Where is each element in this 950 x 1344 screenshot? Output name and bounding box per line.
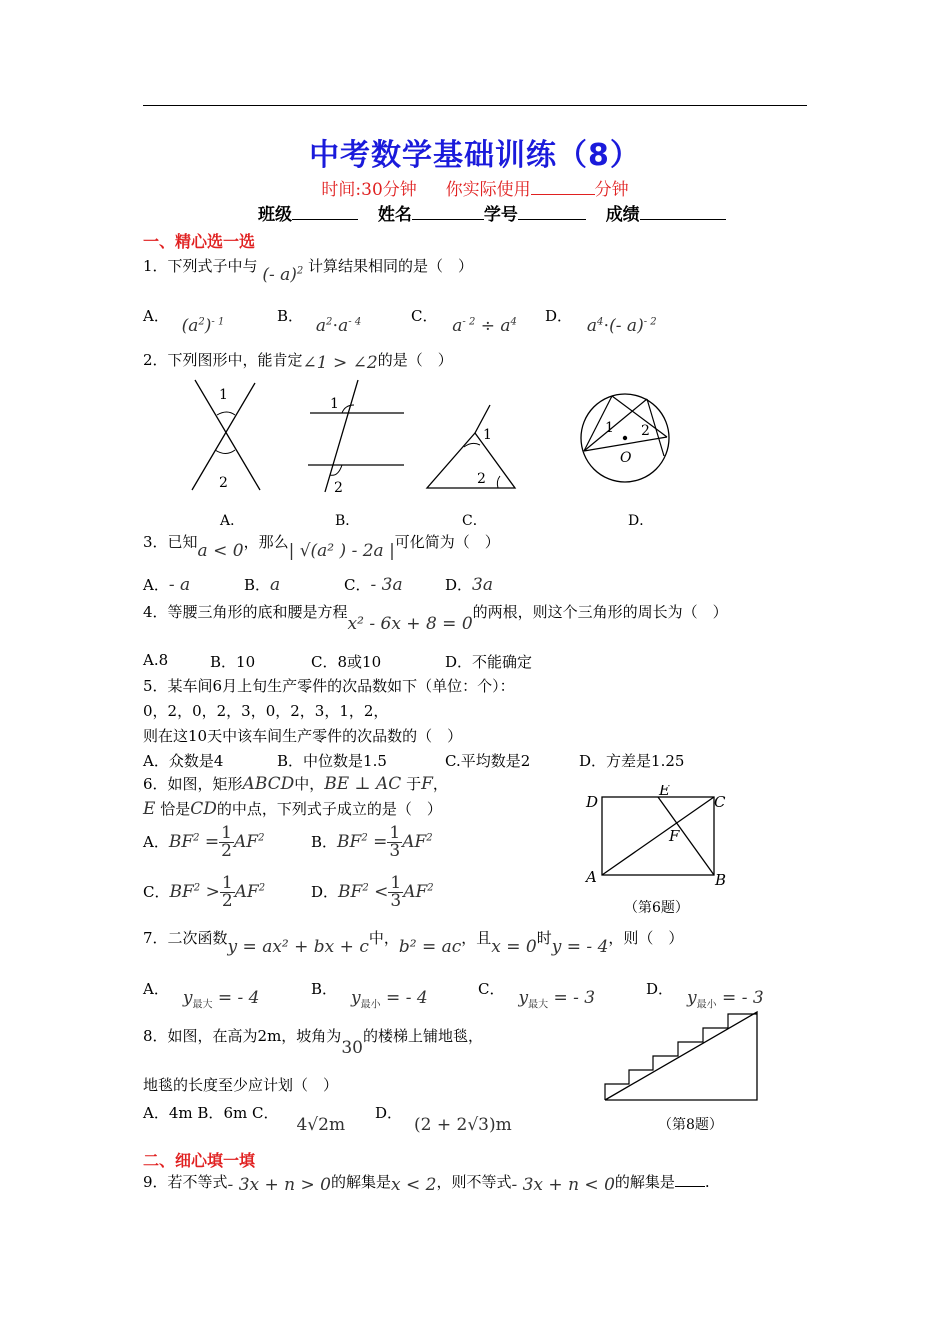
q2-caption-d: D． [628,513,654,529]
svg-text:C: C [714,793,726,811]
q3-option-d[interactable]: D．3a [445,575,493,595]
q5-data: 0，2，0，2，3，0，2，3，1，2， [143,702,389,720]
class-blank[interactable] [292,205,358,220]
top-rule [143,105,807,106]
q2-caption-a: A． [220,513,245,529]
question-8: 8．如图，在高为2m，坡角为30的楼梯上铺地毯， [143,1027,483,1058]
q5-option-c[interactable]: C.平均数是2 [445,752,531,770]
q6-option-c[interactable]: C．$BF^2$ > $\frac{1}{2}$ $AF^2$ [143,873,266,911]
q5-option-d[interactable]: D．方差是1.25 [579,752,685,770]
q1-stem-end: 计算结果相同的是（ ） [308,257,474,275]
q1-option-b[interactable]: B． $a^2\cdot a^{- 4}$ [277,307,362,336]
q3-option-a[interactable]: A．- a [143,575,191,595]
q1-stem: 1．下列式子中与 [143,257,258,275]
svg-text:O: O [620,450,632,466]
q2-caption-c: C． [462,513,487,529]
svg-text:D: D [586,793,599,811]
score-blank[interactable] [640,205,726,220]
q7-option-c[interactable]: C． $y_{最大}$ = - 3 [478,980,596,1011]
q8-options [143,1102,346,1135]
section-heading-choice: 一、精心选一选 [143,232,256,251]
question-3: 3．已知a < 0，那么| √(a² ) - 2a |可化简为（ ） [143,533,500,561]
section-heading-fill: 二、细心填一填 [143,1151,256,1170]
q4-option-d[interactable]: D．不能确定 [445,653,533,671]
time-line [0,175,950,200]
time-limit: 时间:30分钟 [321,180,417,200]
question-2: 2．下列图形中，能肯定∠1 > ∠2的是（ ） [143,351,453,373]
svg-text:2: 2 [334,480,343,496]
question-6: 6．如图，矩形ABCD中，BE ⊥ AC 于F， [143,774,448,794]
q8-option-c[interactable]: C．4√2m [252,1104,346,1135]
q2-figure-c[interactable] [427,405,515,488]
q2-expr: ∠1 > ∠2 [302,353,378,373]
q6-option-d[interactable]: D．$BF^2$ < $\frac{1}{3}$ $AF^2$ [311,873,434,911]
q2-caption-b: B． [335,513,360,529]
q6-figure [580,785,740,895]
svg-text:2: 2 [219,475,228,491]
q1-option-a[interactable]: A． $(a^2)^{- 1}$ [143,307,225,336]
q1-option-c[interactable]: C． $a^{- 2} \div a^4$ [411,307,517,336]
q6-caption: （第6题） [624,900,689,916]
q8-option-d[interactable]: D．(2 + 2√3)m [375,1104,512,1135]
q8-option-a[interactable]: A．4m [143,1104,193,1122]
q2-figure-b[interactable] [308,380,404,496]
question-9: 9．若不等式- 3x + n > 0的解集是x < 2，则不等式- 3x + n < 0的解集是 . [143,1173,710,1195]
number-blank[interactable] [518,205,586,220]
q6-stem-2: E 恰是CD的中点，下列式子成立的是（ ） [143,799,442,819]
q8-caption: （第8题） [658,1117,723,1133]
name-label: 姓名 [377,205,412,225]
class-label: 班级 [258,205,292,225]
q6-option-a[interactable]: A．$BF^2$ = $\frac{1}{2}$ $AF^2$ [143,823,265,861]
q3-option-b[interactable]: B．a [244,575,281,595]
time-unit: 分钟 [594,180,629,200]
q4-option-a[interactable]: A.8 [143,651,169,669]
q2-figures [140,375,700,505]
time-used-blank[interactable] [531,180,595,195]
svg-text:2: 2 [477,471,486,487]
q2-figure-a[interactable] [192,380,260,491]
q8-option-b[interactable]: B．6m [197,1104,248,1122]
q3-option-c[interactable]: C．- 3a [344,575,403,595]
q6-option-b[interactable]: B．$BF^2$ = $\frac{1}{3}$ $AF^2$ [311,823,433,861]
q2-figure-d[interactable] [581,394,669,482]
svg-text:B: B [715,871,727,889]
svg-text:1: 1 [330,396,339,412]
question-4: 4．等腰三角形的底和腰是方程x² - 6x + 8 = 0的两根，则这个三角形的周长为（ ） [143,603,728,634]
svg-text:E: E [659,785,670,799]
q9-answer-blank[interactable] [675,1173,705,1187]
page-title: 中考数学基础训练（8） [309,138,641,173]
question-5: 5．某车间6月上旬生产零件的次品数如下（单位：个）： [143,677,515,695]
q8-figure [600,1008,765,1104]
svg-text:A: A [586,868,597,886]
q4-option-b[interactable]: B．10 [210,653,256,671]
q1-option-d[interactable]: D． $a^4\cdot(-$ a)$^{- 2}$ [545,307,657,336]
q5-stem-2: 则在这10天中该车间生产零件的次品数的（ ） [143,727,463,745]
q1-expr: (- a)$^2$ [262,265,304,285]
name-blank[interactable] [412,205,484,220]
q7-option-a[interactable]: A． $y_{最大}$ = - 4 [143,980,260,1011]
svg-text:F: F [669,827,680,845]
svg-text:1: 1 [605,420,614,436]
q8-stem-2: 地毯的长度至少应计划（ ） [143,1076,339,1094]
q5-option-b[interactable]: B．中位数是1.5 [277,752,387,770]
number-label: 学号 [483,205,518,225]
q7-option-b[interactable]: B． $y_{最小}$ = - 4 [311,980,428,1011]
q4-option-c[interactable]: C．8或10 [311,653,382,671]
svg-text:1: 1 [219,387,228,403]
question-1 [143,255,474,285]
time-used-label: 你实际使用 [445,180,531,200]
svg-text:1: 1 [483,427,492,443]
student-info [258,200,726,225]
score-label: 成绩 [605,205,640,225]
svg-text:2: 2 [641,423,650,439]
q7-option-d[interactable]: D． $y_{最小}$ = - 3 [646,980,764,1011]
question-7: 7．二次函数y = ax² + bx + c中，b² = ac，且x = 0时y = - 4，则（ ） [143,929,684,957]
q5-option-a[interactable]: A．众数是4 [143,752,224,770]
